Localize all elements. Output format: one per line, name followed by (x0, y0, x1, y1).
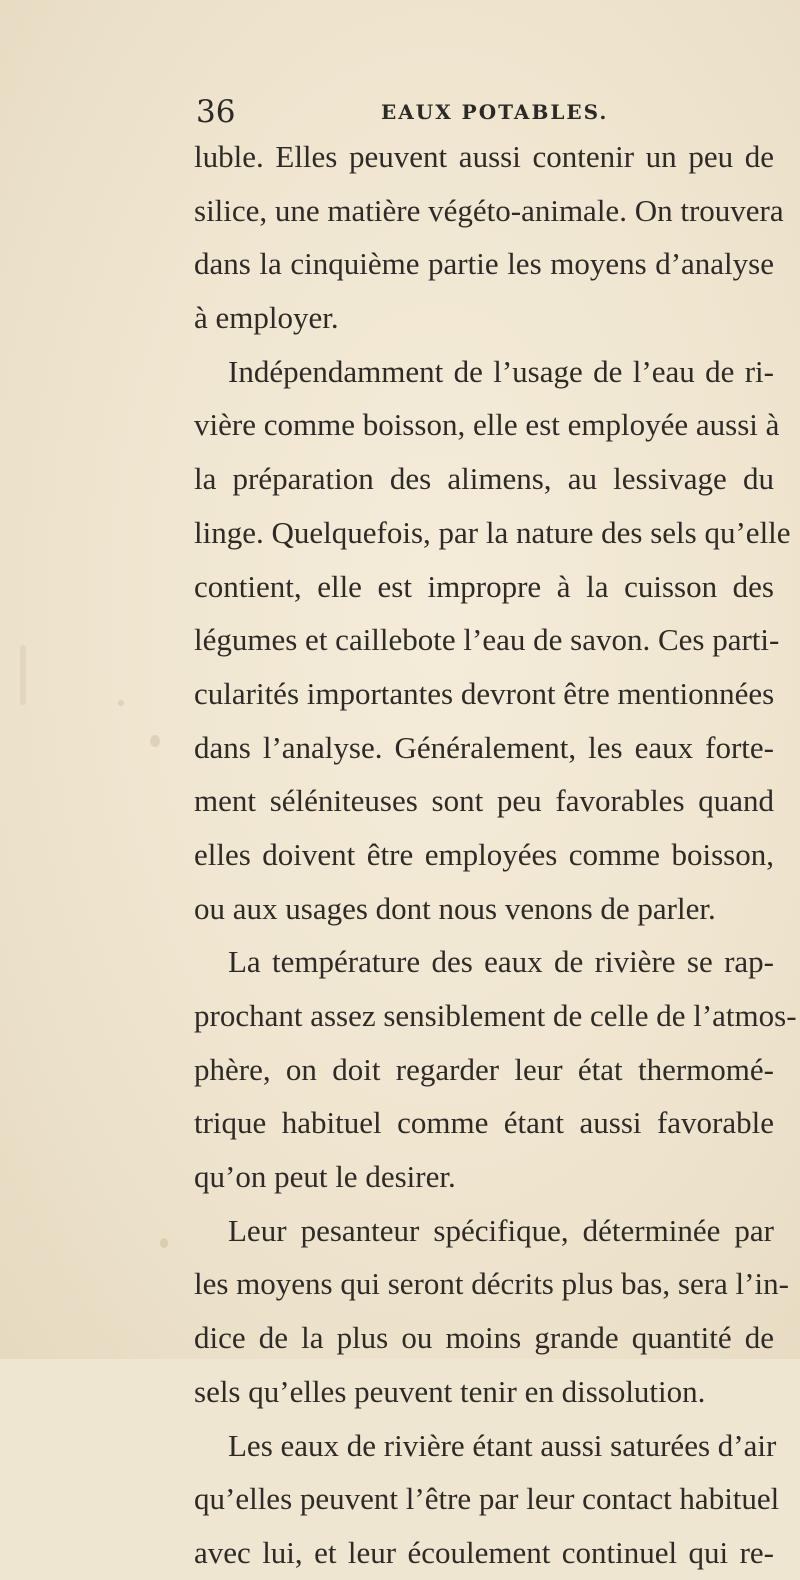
paper-stain (118, 700, 124, 706)
page-number: 36 (196, 94, 236, 130)
text-line: La température des eaux de rivière se rap- (228, 944, 774, 980)
text-line: elles doivent être employées comme boisson, (194, 836, 774, 872)
text-line: légumes et caillebote l’eau de savon. Ces parti- (194, 622, 780, 658)
text-line: Leur pesanteur spécifique, déterminée par (228, 1212, 774, 1248)
text-line: vière comme boisson, elle est employée aussi à (194, 407, 780, 443)
text-line: ment séléniteuses sont peu favorables quand (194, 783, 774, 819)
paper-stain (150, 735, 160, 747)
text-line: Indépendamment de l’usage de l’eau de ri- (228, 353, 774, 389)
text-line: à employer. (194, 300, 339, 336)
text-line: Les eaux de rivière étant aussi saturées d’air (228, 1427, 777, 1463)
text-line: les moyens qui seront décrits plus bas, sera l’in- (194, 1266, 789, 1302)
text-line: cularités importantes devront être mentionnées (194, 675, 775, 711)
text-line: trique habituel comme étant aussi favorable (194, 1105, 774, 1141)
text-line: la préparation des alimens, au lessivage du (194, 461, 774, 497)
text-line: ou aux usages dont nous venons de parler. (194, 890, 716, 926)
text-line: luble. Elles peuvent aussi contenir un peu de (194, 139, 774, 174)
text-line: phère, on doit regarder leur état thermomé- (194, 1051, 774, 1087)
text-line: avec lui, et leur écoulement continuel qui re- (194, 1534, 774, 1570)
text-line: dans l’analyse. Généralement, les eaux forte- (194, 729, 774, 765)
text-line: qu’elles peuvent l’être par leur contact habituel (194, 1481, 780, 1517)
running-title: EAUX POTABLES. (381, 100, 609, 124)
text-line: qu’on peut le desirer. (194, 1159, 456, 1195)
text-line: sels qu’elles peuvent tenir en dissolution. (194, 1373, 706, 1409)
body-text (194, 130, 797, 1580)
paper-stain (160, 1238, 168, 1248)
paper-stain (20, 645, 26, 705)
text-line: dice de la plus ou moins grande quantité de (194, 1320, 774, 1356)
text-line: prochant assez sensiblement de celle de l’atmos- (194, 998, 797, 1033)
page-header (196, 92, 756, 132)
text-line: contient, elle est impropre à la cuisson des (194, 568, 774, 604)
text-line: silice, une matière végéto-animale. On trouvera (194, 192, 784, 228)
text-line: dans la cinquième partie les moyens d’analyse (194, 246, 774, 282)
text-line: linge. Quelquefois, par la nature des sels qu’elle (194, 514, 791, 550)
